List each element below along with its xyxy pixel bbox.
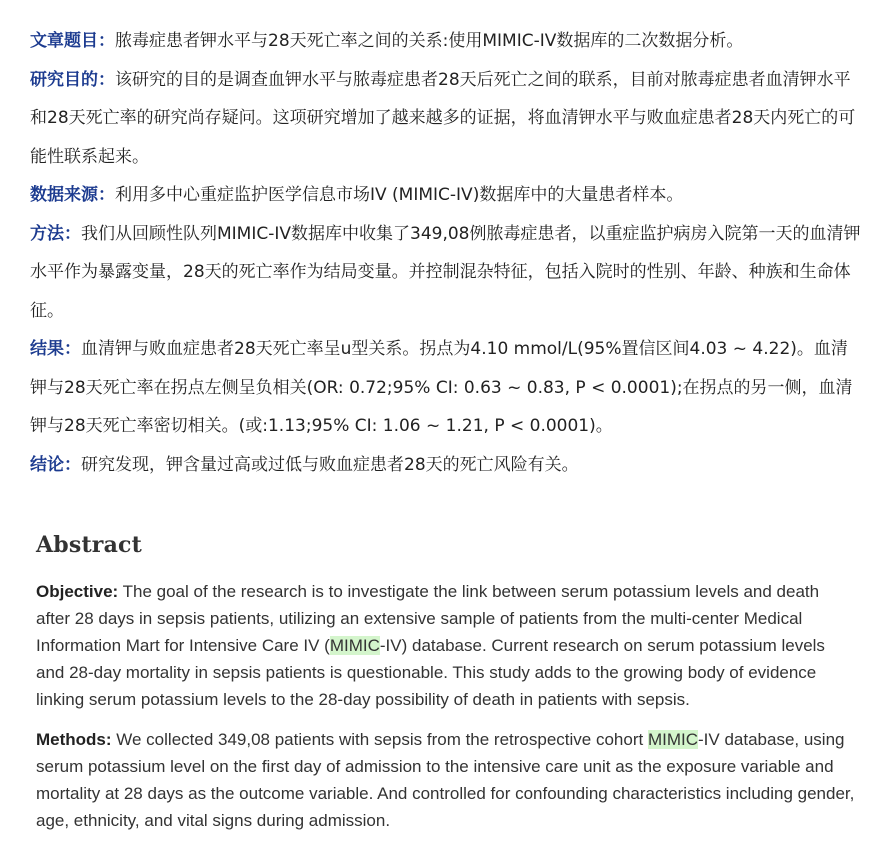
abstract-methods-label: Methods:	[36, 730, 112, 749]
cn-objective-paragraph	[30, 61, 862, 177]
cn-title-label: 文章题目：	[30, 31, 115, 51]
cn-methods-label: 方法：	[30, 223, 81, 244]
cn-conclusion-label: 结论：	[30, 454, 81, 475]
abstract-body	[36, 578, 856, 847]
cn-objective-label: 研究目的：	[30, 69, 115, 90]
cn-data-source-paragraph	[30, 176, 862, 215]
cn-title-text: 脓毒症患者钾水平与28天死亡率之间的关系:使用MIMIC-IV数据库的二次数据分析。	[115, 31, 744, 51]
abstract-objective-text-after: -IV) database. Current research on serum potassium levels and 28-day mortality in sepsis patients is questionable. This study adds to the growing body of evidence linking serum potassium levels to the 28-day possibility of death in patients with sepsis.	[36, 636, 825, 709]
cn-data-source-label: 数据来源：	[30, 185, 115, 205]
abstract-objective-text-before: The goal of the research is to investigate the link between serum potassium levels and death after 28 days in sepsis patients, utilizing an extensive sample of patients from the multi-center Medical Information Mart for Intensive Care IV (	[36, 582, 820, 655]
cn-conclusion-text: 研究发现，钾含量过高或过低与败血症患者28天的死亡风险有关。	[81, 454, 579, 475]
abstract-methods-text-after: -IV database, using serum potassium level on the first day of admission to the intensive care unit as the exposure variable and mortality at 28 days as the outcome variable. And controlled for confounding characteristics including gender, age, ethnicity, and vital signs during admission.	[36, 730, 855, 830]
cn-results-paragraph	[30, 330, 862, 446]
cn-results-text: 血清钾与败血症患者28天死亡率呈u型关系。拐点为4.10 mmol/L(95%置信区间4.03 ~ 4.22)。血清钾与28天死亡率在拐点左侧呈负相关(OR: 0.72;95% CI: 0.63 ~ 0.83, P < 0.0001);在拐点的另一侧，血清钾与28天死亡率密切相关。(或:1.13;95% CI: 1.06 ~ 1.21, P < 0.0001)。	[30, 339, 853, 436]
search-term-highlight: MIMIC	[647, 730, 698, 749]
abstract-objective-label: Objective:	[36, 582, 119, 601]
abstract-objective-paragraph	[36, 578, 856, 713]
cn-objective-text: 该研究的目的是调查血钾水平与脓毒症患者28天后死亡之间的联系，目前对脓毒症患者血清钾水平和28天死亡率的研究尚存疑问。这项研究增加了越来越多的证据，将血清钾水平与败血症患者28天内死亡的可能性联系起来。	[30, 69, 856, 167]
abstract-heading: Abstract	[36, 532, 143, 558]
cn-results-label: 结果：	[30, 339, 81, 359]
chinese-summary	[30, 22, 862, 484]
cn-data-source-text: 利用多中心重症监护医学信息市场IV (MIMIC-IV)数据库中的大量患者样本。	[115, 185, 684, 205]
search-term-highlight: MIMIC	[329, 636, 380, 655]
abstract-methods-text-before: We collected 349,08 patients with sepsis from the retrospective cohort	[111, 730, 648, 749]
cn-title-paragraph	[30, 22, 862, 61]
cn-methods-text: 我们从回顾性队列MIMIC-IV数据库中收集了349,08例脓毒症患者，以重症监护病房入院第一天的血清钾水平作为暴露变量，28天的死亡率作为结局变量。并控制混杂特征，包括入院时的性别、年龄、种族和生命体征。	[30, 223, 861, 321]
abstract-methods-paragraph	[36, 726, 856, 834]
cn-methods-paragraph	[30, 215, 862, 331]
cn-conclusion-paragraph	[30, 446, 862, 485]
